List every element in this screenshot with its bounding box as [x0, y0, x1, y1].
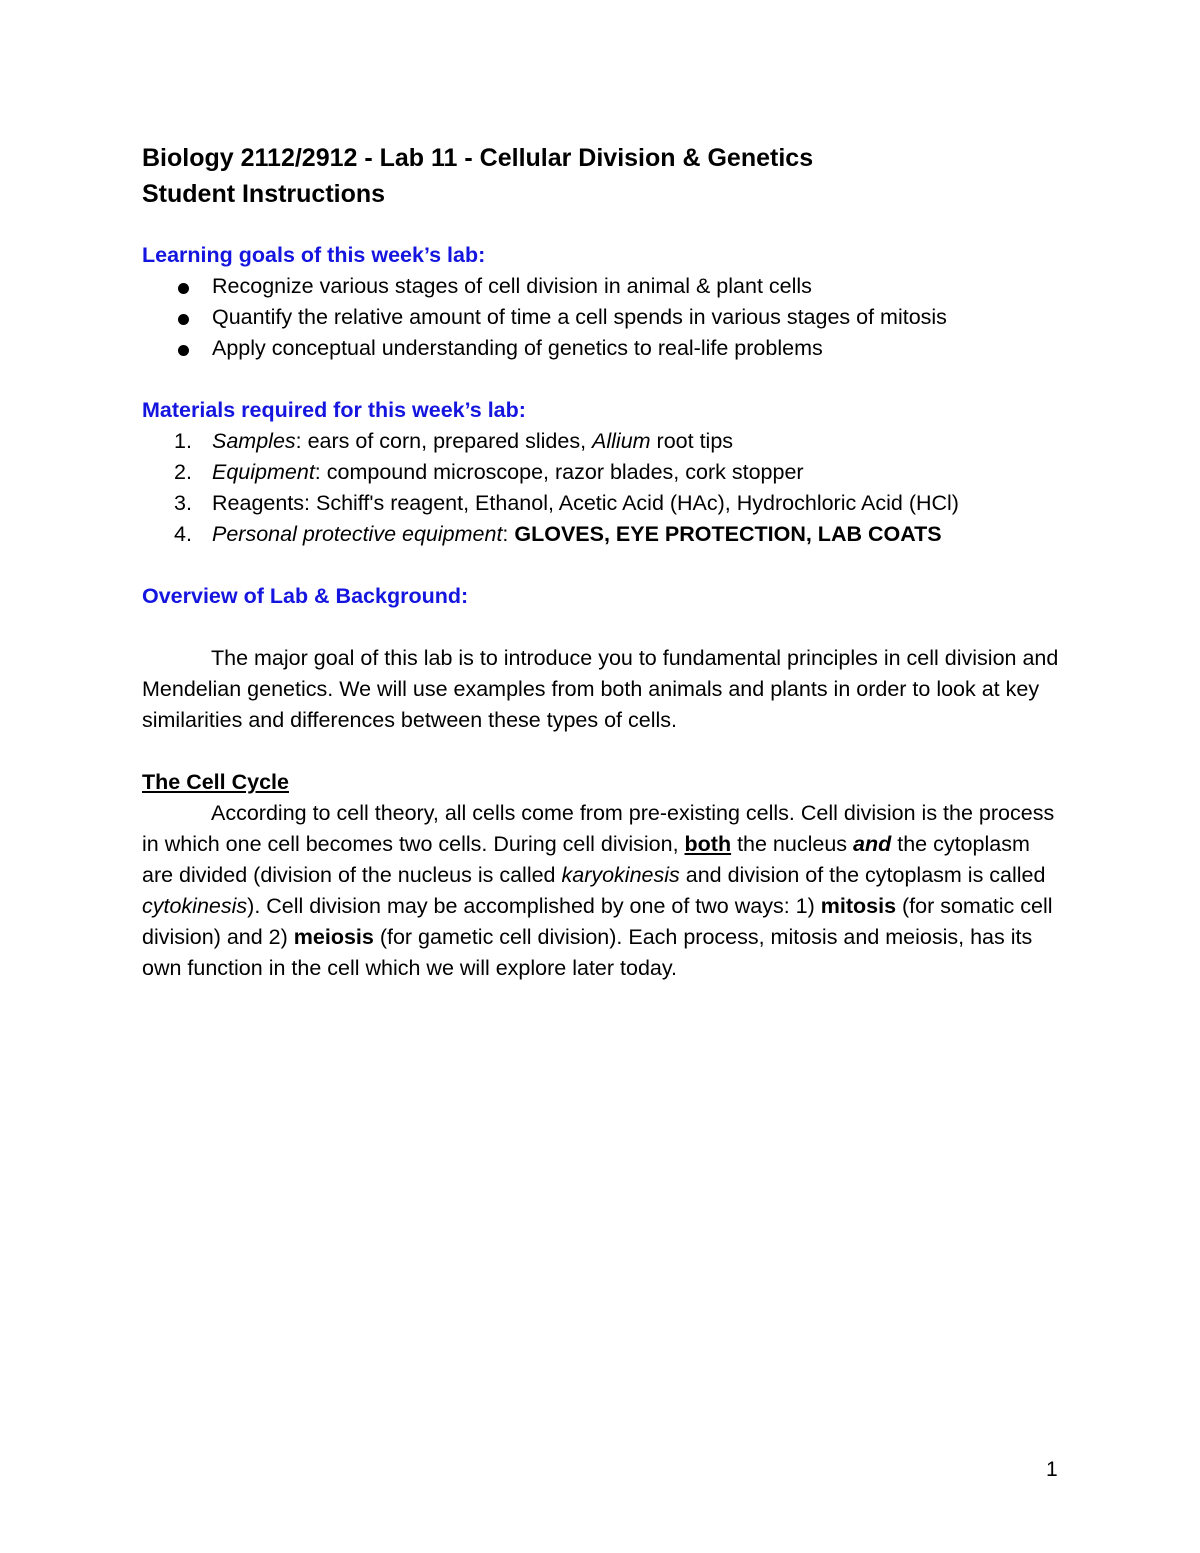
list-item: 3. Reagents: Schiff's reagent, Ethanol, Acetic Acid (HAc), Hydrochloric Acid (HCl)	[174, 491, 959, 515]
spacer	[142, 364, 1062, 395]
cell-cycle-heading: The Cell Cycle	[142, 770, 289, 794]
bullet-icon	[178, 345, 189, 356]
page-content	[142, 140, 1062, 984]
materials-heading: Materials required for this week’s lab:	[142, 398, 526, 422]
materials-list	[142, 426, 1062, 550]
overview-paragraph: The major goal of this lab is to introduce you to fundamental principles in cell division and Mendelian genetics. We will use examples from both animals and plants in order to look at key similarities and differences between these types of cells.	[142, 646, 1059, 732]
list-item: Recognize various stages of cell division in animal & plant cells	[142, 271, 1062, 302]
cell-cycle-paragraph: According to cell theory, all cells come from pre-existing cells. Cell division is the process in which one cell becomes two cells. During cell division, both the nucleus and the cytoplasm are divided (division of the nucleus is called karyokinesis and division of the cytoplasm is called cytokinesis). Cell division may be accomplished by one of two ways: 1) mitosis (for somatic cell division) and 2) meiosis (for gametic cell division). Each process, mitosis and meiosis, has its own function in the cell which we will explore later today.	[142, 801, 1055, 980]
list-item: 1. Samples: ears of corn, prepared slides, Allium root tips	[174, 429, 734, 453]
document-title: Biology 2112/2912 - Lab 11 - Cellular Division & Genetics	[142, 144, 814, 172]
document-subtitle: Student Instructions	[142, 180, 386, 208]
spacer	[142, 736, 1062, 767]
list-item: Quantify the relative amount of time a cell spends in various stages of mitosis	[142, 302, 1062, 333]
spacer	[142, 550, 1062, 581]
learning-goals-heading: Learning goals of this week’s lab:	[142, 243, 486, 267]
bullet-icon	[178, 314, 189, 325]
spacer	[142, 612, 1062, 643]
overview-heading: Overview of Lab & Background:	[142, 584, 469, 608]
page-number: 1	[1046, 1458, 1058, 1481]
bullet-icon	[178, 283, 189, 294]
spacer	[142, 212, 1062, 240]
list-item: 4. Personal protective equipment: GLOVES, EYE PROTECTION, LAB COATS	[174, 522, 942, 546]
learning-goals-list	[142, 271, 1062, 364]
list-item: 2. Equipment: compound microscope, razor blades, cork stopper	[174, 460, 804, 484]
list-item: Apply conceptual understanding of genetics to real-life problems	[142, 333, 1062, 364]
